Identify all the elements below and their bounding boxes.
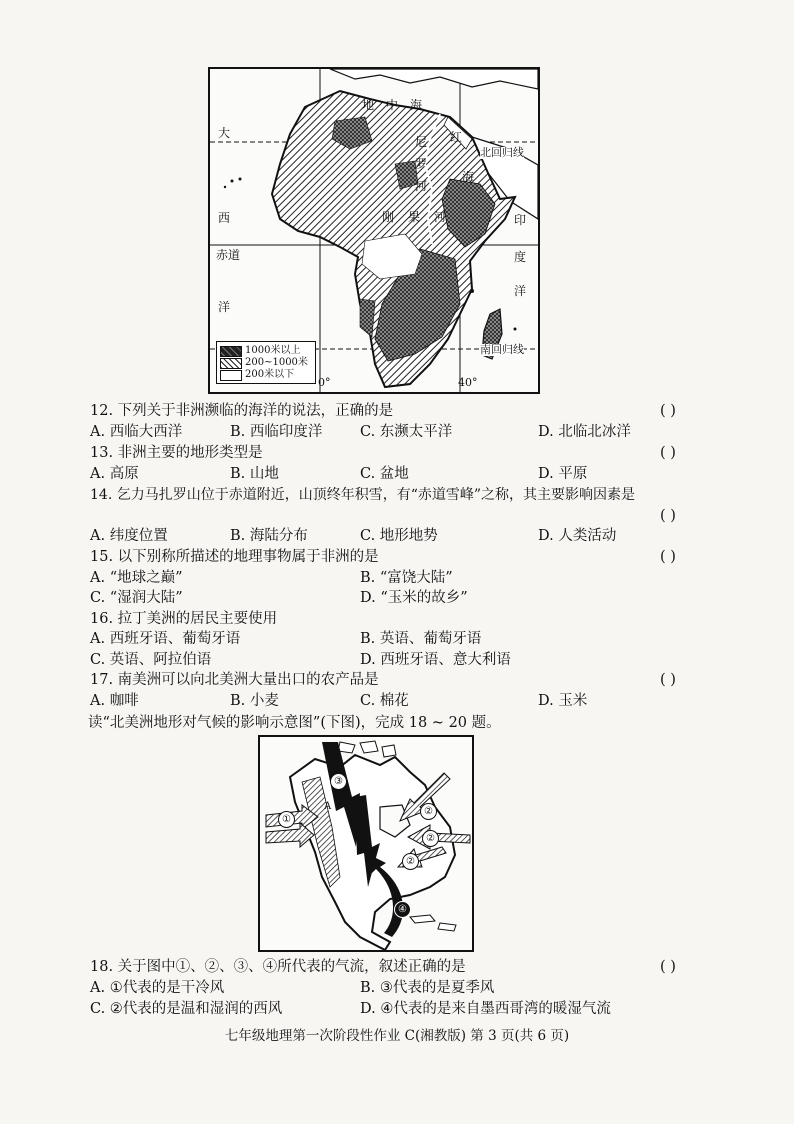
legend-row-low bbox=[220, 369, 312, 381]
legend-swatch-low bbox=[220, 370, 242, 381]
label-niluohe: 尼罗河 bbox=[415, 135, 428, 193]
q15-option-c[interactable]: C. “湿润大陆” bbox=[90, 590, 183, 606]
q16-option-d[interactable]: D. 西班牙语、意大利语 bbox=[360, 652, 511, 668]
answer-blank-17[interactable]: ( ) bbox=[660, 672, 676, 688]
q18-option-c[interactable]: C. ②代表的是温和湿润的西风 bbox=[90, 1001, 283, 1017]
question-18: 18. 关于图中①、②、③、④所代表的气流，叙述正确的是 bbox=[90, 959, 466, 975]
label-yang: 洋 bbox=[218, 300, 231, 314]
q17-option-b[interactable]: B. 小麦 bbox=[230, 693, 279, 709]
label-chidao: 赤道 bbox=[216, 248, 241, 262]
q17-option-a[interactable]: A. 咖啡 bbox=[90, 693, 139, 709]
q12-option-a[interactable]: A. 西临大西洋 bbox=[90, 424, 183, 440]
q17-option-d[interactable]: D. 玉米 bbox=[538, 693, 588, 709]
label-beihuiguixian: 北回归线 bbox=[480, 146, 524, 159]
legend-row-mid bbox=[220, 357, 312, 369]
label-gangguohe: 刚果河 bbox=[382, 210, 461, 224]
label-lon40: 40° bbox=[458, 376, 478, 389]
question-17: 17. 南美洲可以向北美洲大量出口的农产品是 bbox=[90, 672, 379, 688]
q16-option-b[interactable]: B. 英语、葡萄牙语 bbox=[360, 631, 482, 647]
question-12: 12. 下列关于非洲濒临的海洋的说法，正确的是 bbox=[90, 403, 394, 419]
elevation-legend bbox=[216, 341, 316, 384]
arctic-island-2 bbox=[360, 741, 378, 753]
reading-instruction: 读“北美洲地形对气候的影响示意图”(下图)，完成 18 ~ 20 题。 bbox=[88, 715, 501, 731]
caribbean-island-2 bbox=[438, 923, 456, 931]
legend-label-mid: 200~1000米 bbox=[245, 357, 308, 368]
q15-option-b[interactable]: B. “富饶大陆” bbox=[360, 570, 453, 586]
marker-circle-1: ① bbox=[278, 811, 295, 828]
label-hong: 红 bbox=[450, 130, 463, 144]
q18-option-d[interactable]: D. ④代表的是来自墨西哥湾的暖湿气流 bbox=[360, 1001, 611, 1017]
question-13: 13. 非洲主要的地形类型是 bbox=[90, 445, 263, 461]
q16-option-c[interactable]: C. 英语、阿拉伯语 bbox=[90, 652, 212, 668]
label-lon0: 0° bbox=[318, 376, 331, 389]
q13-option-c[interactable]: C. 盆地 bbox=[360, 466, 409, 482]
question-16: 16. 拉丁美洲的居民主要使用 bbox=[90, 611, 278, 627]
north-america-map-drawing bbox=[260, 737, 472, 950]
label-a: A bbox=[324, 801, 332, 812]
q12-option-c[interactable]: C. 东濒太平洋 bbox=[360, 424, 453, 440]
label-nanhuiguixian: 南回归线 bbox=[480, 343, 524, 356]
answer-blank-15[interactable]: ( ) bbox=[660, 549, 676, 565]
arctic-island-3 bbox=[382, 745, 396, 757]
q18-option-a[interactable]: A. ①代表的是干冷风 bbox=[90, 980, 225, 996]
europe-coast bbox=[330, 69, 538, 89]
legend-label-low: 200米以下 bbox=[245, 369, 295, 380]
q14-option-a[interactable]: A. 纬度位置 bbox=[90, 528, 168, 544]
label-da: 大 bbox=[218, 126, 231, 140]
label-yang2: 洋 bbox=[514, 284, 527, 298]
label-dizhonghai: 地中海 bbox=[362, 98, 435, 112]
marker-circle-2-middle: ② bbox=[422, 830, 439, 847]
q14-option-b[interactable]: B. 海陆分布 bbox=[230, 528, 308, 544]
question-14: 14. 乞力马扎罗山位于赤道附近，山顶终年积雪，有“赤道雪峰”之称，其主要影响因素是 bbox=[90, 487, 636, 503]
legend-label-high: 1000米以上 bbox=[245, 345, 301, 356]
western-highland bbox=[360, 299, 375, 337]
label-hai: 海 bbox=[462, 170, 475, 184]
q13-option-d[interactable]: D. 平原 bbox=[538, 466, 588, 482]
q15-option-a[interactable]: A. “地球之巅” bbox=[90, 570, 183, 586]
legend-row-high bbox=[220, 345, 312, 357]
q13-option-a[interactable]: A. 高原 bbox=[90, 466, 139, 482]
q14-option-d[interactable]: D. 人类活动 bbox=[538, 528, 617, 544]
q18-option-b[interactable]: B. ③代表的是夏季风 bbox=[360, 980, 495, 996]
label-du: 度 bbox=[514, 250, 527, 264]
q13-option-b[interactable]: B. 山地 bbox=[230, 466, 279, 482]
answer-blank-18[interactable]: ( ) bbox=[660, 959, 676, 975]
question-15: 15. 以下别称所描述的地理事物属于非洲的是 bbox=[90, 549, 379, 565]
marker-circle-2-lower: ② bbox=[402, 853, 419, 870]
page-footer: 七年级地理第一次阶段性作业 C(湘教版) 第 3 页(共 6 页) bbox=[224, 1028, 570, 1044]
north-america-climate-map bbox=[258, 735, 474, 952]
legend-swatch-high bbox=[220, 346, 242, 357]
arctic-island-1 bbox=[338, 742, 355, 753]
q12-option-b[interactable]: B. 西临印度洋 bbox=[230, 424, 323, 440]
q15-option-d[interactable]: D. “玉米的故乡” bbox=[360, 590, 468, 606]
africa-terrain-map bbox=[208, 67, 540, 394]
q14-option-c[interactable]: C. 地形地势 bbox=[360, 528, 438, 544]
q16-option-a[interactable]: A. 西班牙语、葡萄牙语 bbox=[90, 631, 241, 647]
q17-option-c[interactable]: C. 棉花 bbox=[360, 693, 409, 709]
legend-swatch-mid bbox=[220, 358, 242, 369]
label-yin: 印 bbox=[514, 213, 527, 227]
label-xi: 西 bbox=[218, 211, 231, 225]
marker-circle-2-upper: ② bbox=[420, 803, 437, 820]
answer-blank-14[interactable]: ( ) bbox=[660, 508, 676, 524]
caribbean-island-1 bbox=[410, 915, 435, 923]
answer-blank-13[interactable]: ( ) bbox=[660, 445, 676, 461]
q12-option-d[interactable]: D. 北临北冰洋 bbox=[538, 424, 631, 440]
marker-circle-3: ③ bbox=[330, 773, 347, 790]
marker-circle-4: ④ bbox=[394, 901, 411, 918]
answer-blank-12[interactable]: ( ) bbox=[660, 403, 676, 419]
